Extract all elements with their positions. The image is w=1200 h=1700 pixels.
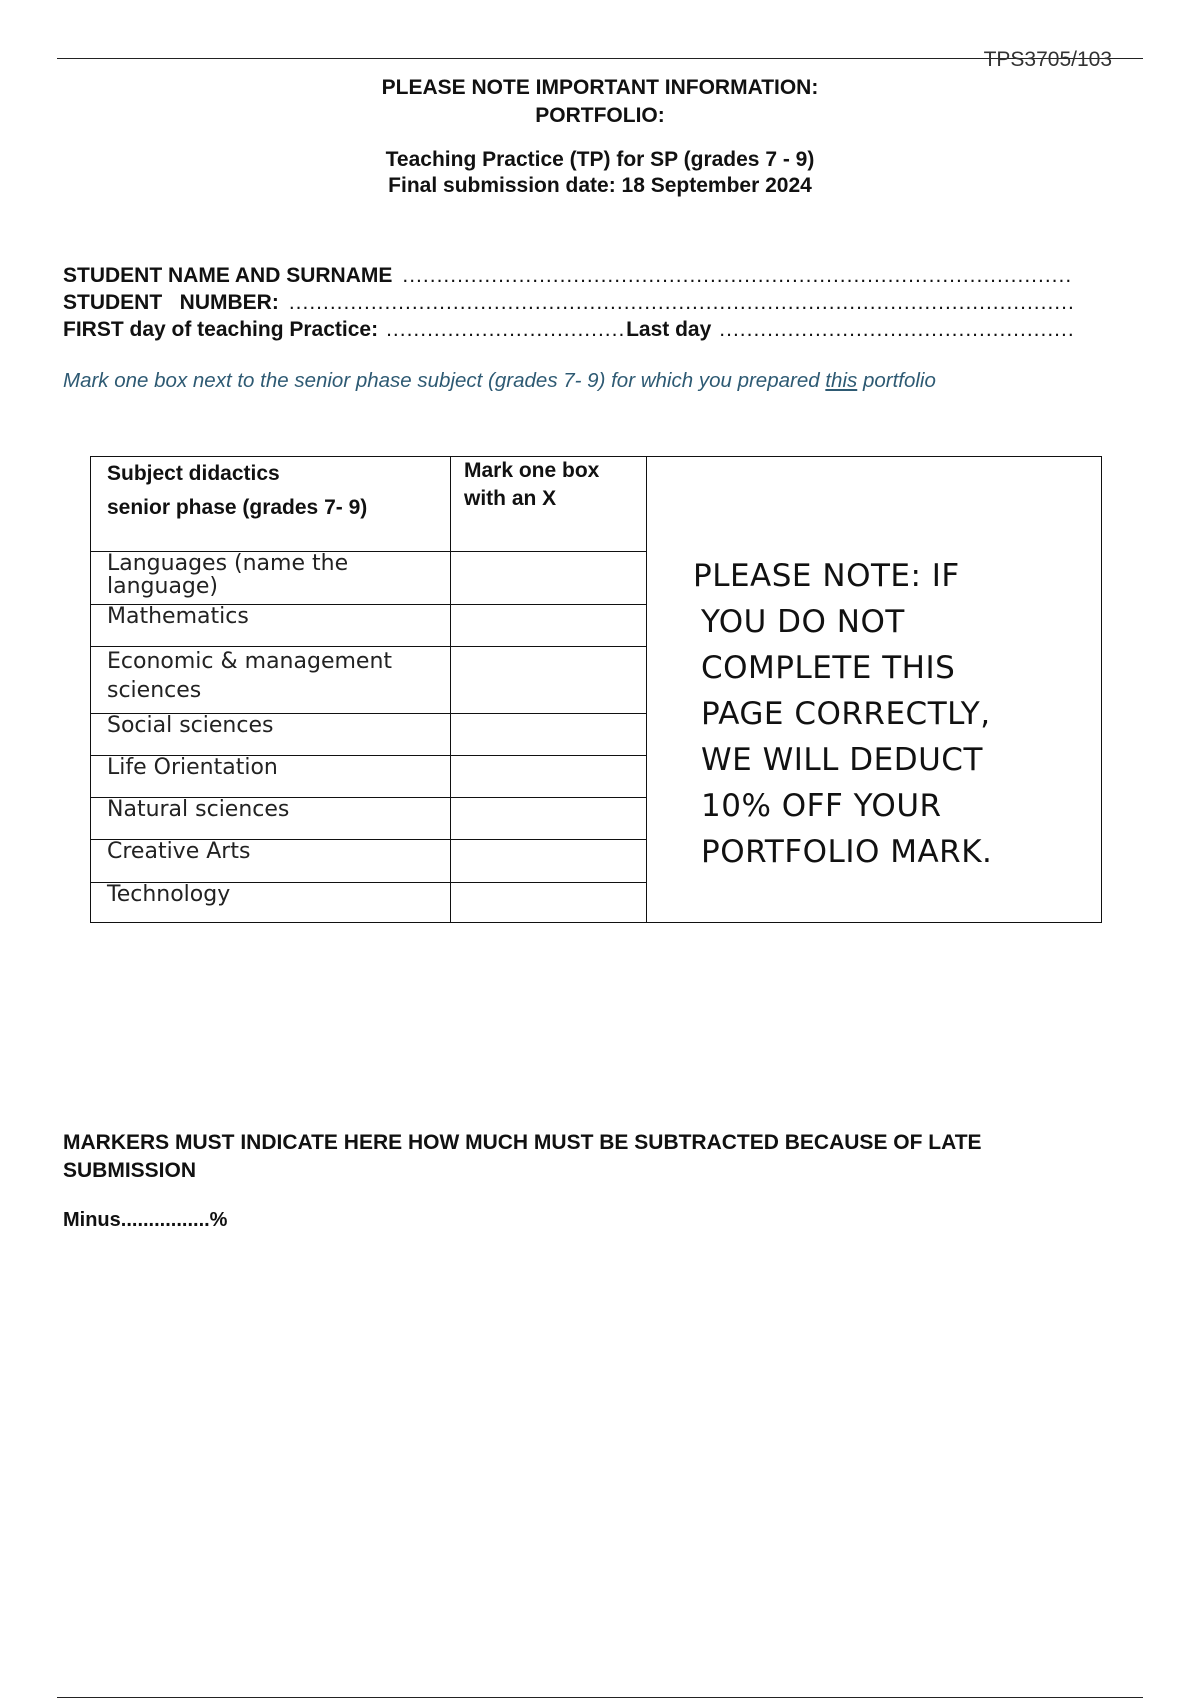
subject-row-economic	[91, 647, 451, 713]
student-number-label: STUDENT NUMBER:	[63, 291, 279, 314]
subject-label: Life Orientation	[107, 754, 278, 780]
mark-box-economic[interactable]	[451, 647, 647, 713]
top-rule	[57, 58, 1143, 59]
subject-row-languages	[91, 552, 451, 605]
subject-row-life-orientation	[91, 755, 451, 797]
title-line-2: PORTFOLIO:	[535, 104, 665, 127]
header-mark	[451, 457, 647, 552]
note-line: PAGE CORRECTLY,	[701, 696, 991, 732]
deduction-note	[647, 457, 1102, 923]
subject-label: Natural sciences	[107, 796, 290, 822]
header-subject-line-1: Subject didactics	[107, 462, 280, 485]
note-line: PORTFOLIO MARK.	[701, 834, 993, 870]
header-subject-line-2: senior phase (grades 7- 9)	[107, 496, 368, 519]
instruction-part-2: portfolio	[857, 369, 936, 392]
note-line: COMPLETE THIS	[701, 650, 956, 686]
note-line: PLEASE NOTE: IF	[693, 558, 960, 594]
header-mark-line-1: Mark one box	[464, 459, 600, 482]
subject-label: Languages (name the language)	[107, 551, 349, 600]
student-name-row	[63, 264, 1073, 291]
note-line: WE WILL DEDUCT	[701, 742, 983, 778]
markers-instruction: MARKERS MUST INDICATE HERE HOW MUCH MUST BE SUBTRACTED BECAUSE OF LATE SUBMISSION	[63, 1131, 982, 1182]
student-details	[63, 264, 1073, 345]
subject-label: Technology	[107, 881, 231, 907]
instruction-underlined: this	[825, 369, 858, 392]
first-day-label: FIRST day of teaching Practice:	[63, 318, 379, 341]
subject-label: Creative Arts	[107, 838, 251, 864]
student-name-label: STUDENT NAME AND SURNAME	[63, 264, 393, 287]
bottom-rule	[57, 1697, 1143, 1698]
minus-percent-field[interactable]: Minus................%	[63, 1209, 228, 1231]
student-number-field[interactable]	[289, 291, 1073, 315]
subtitle-line-1: Teaching Practice (TP) for SP (grades 7 - 9)	[385, 148, 815, 171]
student-name-field[interactable]	[402, 264, 1073, 288]
subject-label: Social sciences	[107, 712, 274, 738]
first-day-field[interactable]	[386, 318, 626, 342]
student-number-row	[63, 291, 1073, 318]
subject-label: Economic & management sciences	[107, 649, 393, 704]
mark-box-creative-arts[interactable]	[451, 839, 647, 882]
note-line: 10% OFF YOUR	[701, 788, 942, 824]
mark-box-technology[interactable]	[451, 882, 647, 922]
instruction-text	[63, 367, 963, 395]
note-line: YOU DO NOT	[701, 604, 905, 640]
mark-box-mathematics[interactable]	[451, 605, 647, 647]
mark-box-social[interactable]	[451, 713, 647, 755]
course-code: TPS3705/103	[983, 48, 1112, 71]
submission-date: Final submission date: 18 September 2024	[388, 174, 812, 197]
subject-label: Mathematics	[107, 604, 249, 630]
header-subject	[91, 457, 451, 552]
last-day-field[interactable]	[719, 318, 1073, 342]
title-line-1: PLEASE NOTE IMPORTANT INFORMATION:	[381, 76, 819, 99]
teaching-days-row	[63, 318, 1073, 345]
header-mark-line-2: with an X	[464, 487, 557, 510]
mark-box-natural[interactable]	[451, 797, 647, 839]
subject-row-social	[91, 713, 451, 755]
mark-box-languages[interactable]	[451, 552, 647, 605]
subject-row-technology	[91, 882, 451, 922]
subject-row-mathematics	[91, 605, 451, 647]
instruction-part-1: Mark one box next to the senior phase subject (grades 7- 9) for which you prepared	[63, 369, 826, 392]
subject-row-natural	[91, 797, 451, 839]
last-day-label: Last day	[626, 318, 712, 341]
subject-table	[90, 456, 1102, 923]
subject-row-creative-arts	[91, 839, 451, 882]
mark-box-life-orientation[interactable]	[451, 755, 647, 797]
